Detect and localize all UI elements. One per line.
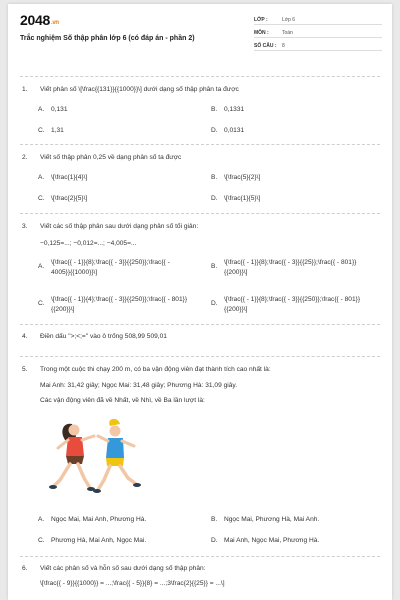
option-label: D.: [211, 127, 218, 134]
question-number: 3.: [22, 223, 28, 230]
site-logo[interactable]: [20, 12, 59, 28]
runner-girl: [49, 424, 95, 491]
option-text: 0,131: [51, 106, 68, 113]
divider: [20, 213, 380, 214]
question-stem: Viết các số thập phân sau dưới dạng phân số tối giản:: [40, 223, 199, 230]
divider: [20, 76, 380, 77]
question-data-line: Mai Anh: 31,42 giây; Ngọc Mai: 31,48 giây; Phương Hà: 31,09 giây.: [40, 382, 238, 389]
option-text: \[\frac{1}{4}\]: [51, 174, 88, 181]
option-label: C.: [38, 195, 45, 202]
question-stem: Viết các phân số và hỗn số sau dưới dạng số thập phân:: [40, 565, 206, 572]
option-label: A.: [38, 516, 45, 523]
runners-illustration: [44, 406, 144, 506]
meta-label: MÔN :: [254, 30, 269, 36]
page-title: Trắc nghiệm Số thập phân lớp 6 (có đáp án - phần 2): [20, 35, 195, 42]
runner-boy: [93, 419, 141, 493]
divider: [20, 356, 380, 357]
option-label: B.: [211, 516, 218, 523]
question-values: −0,125=...; −0,012=...; −4,005=...: [40, 240, 137, 247]
question-prompt-line: Các vận động viên đã về Nhất, về Nhì, về Ba lần lượt là:: [40, 397, 205, 404]
option-text: Ngọc Mai, Mai Anh, Phương Hà.: [51, 516, 147, 523]
question-stem: Viết số thập phân 0,25 về dạng phân số ta được: [40, 154, 182, 161]
meta-label: SỐ CÂU :: [254, 43, 277, 49]
option-text: \[\frac{1}{5}\]: [224, 195, 261, 202]
meta-row-class: [254, 12, 382, 25]
header: [8, 4, 392, 66]
option-text: \[\frac{{ - 1}}{8};\frac{{ - 3}}{{250}};\frac{{ - 4005}}{{1000}}\]: [51, 259, 170, 276]
option-text: Mai Anh, Ngọc Mai, Phương Hà.: [224, 537, 320, 544]
divider: [20, 144, 380, 145]
divider: [20, 324, 380, 325]
question-number: 2.: [22, 154, 28, 161]
option-label: B.: [211, 106, 218, 113]
option-label: D.: [211, 300, 218, 307]
meta-row-count: [254, 38, 382, 51]
option-label: A.: [38, 106, 45, 113]
option-label: D.: [211, 537, 218, 544]
logo-main: 2048: [20, 12, 50, 28]
exam-sheet: [8, 4, 392, 600]
option-label: C.: [38, 537, 45, 544]
option-label: B.: [211, 174, 218, 181]
option-label: C.: [38, 127, 45, 134]
option-text: Phương Hà, Mai Anh, Ngọc Mai.: [51, 537, 147, 544]
option-text: 0,0131: [224, 127, 245, 134]
meta-value: 8: [282, 43, 285, 49]
question-number: 1.: [22, 86, 28, 93]
option-text: 0,1331: [224, 106, 245, 113]
option-text: \[\frac{{ - 1}}{8};\frac{{ - 3}}{{25}};\frac{{ - 801}}{{200}}\]: [224, 259, 357, 276]
option-text: Ngọc Mai, Phương Hà, Mai Anh.: [224, 516, 320, 523]
meta-value: Toán: [282, 30, 293, 36]
divider: [20, 556, 380, 557]
option-label: D.: [211, 195, 218, 202]
exam-meta: [254, 12, 382, 51]
option-text: \[\frac{5}{2}\]: [224, 174, 261, 181]
option-label: A.: [38, 263, 45, 270]
question-stem: Trong một cuộc thi chạy 200 m, có ba vận động viên đạt thành tích cao nhất là:: [40, 366, 271, 373]
option-text: \[\frac{2}{5}\]: [51, 195, 88, 202]
option-label: B.: [211, 263, 218, 270]
question-expression: \[\frac{{ - 9}}{{1000}} = ...;\frac{{ - 5}}{8} = ...;3\frac{2}{{25}} = ...\]: [40, 580, 225, 587]
question-number: 6.: [22, 565, 28, 572]
option-text: 1,31: [51, 127, 64, 134]
question-stem: Điền dấu ">;<;=" vào ô trống 508,99 509,01: [40, 333, 167, 340]
logo-domain: .vn: [50, 20, 59, 26]
meta-separator: [254, 50, 382, 51]
option-text: \[\frac{{ - 1}}{8};\frac{{ - 3}}{{250}};\frac{{ - 801}}{{200}}\]: [224, 296, 361, 313]
question-number: 4.: [22, 333, 28, 340]
question-stem: Viết phân số \[\frac{{131}}{{1000}}\] dưới dạng số thập phân ta được: [40, 86, 239, 93]
question-number: 5.: [22, 366, 28, 373]
option-text: \[\frac{{ - 1}}{4};\frac{{ - 3}}{{250}};\frac{{ - 801}}{{200}}\]: [51, 296, 188, 313]
option-label: C.: [38, 300, 45, 307]
option-label: A.: [38, 174, 45, 181]
meta-row-subject: [254, 25, 382, 38]
meta-value: Lớp 6: [282, 17, 296, 23]
meta-label: LỚP :: [254, 17, 268, 23]
